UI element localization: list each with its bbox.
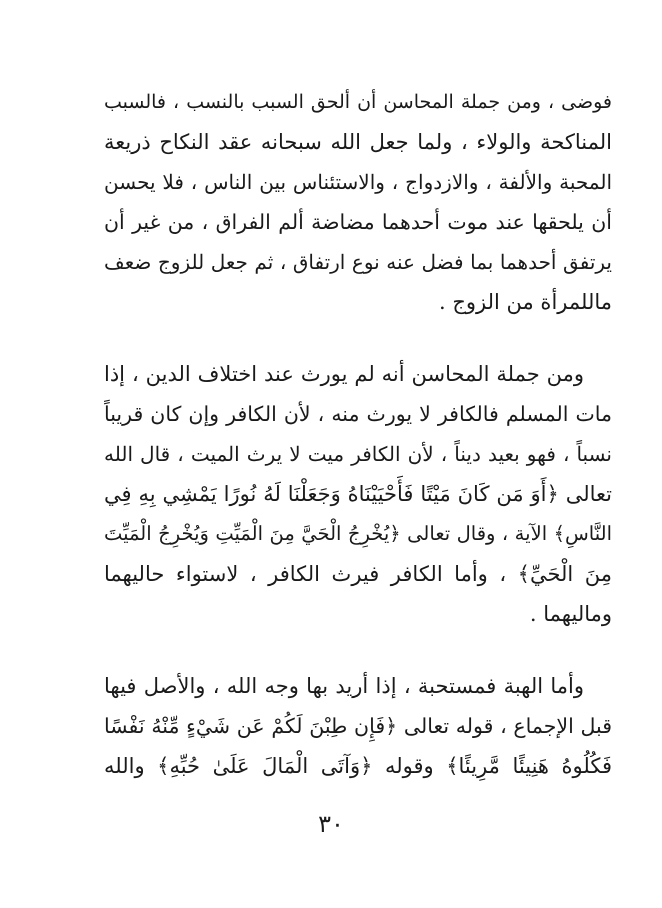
text-line: وماليهما . — [529, 602, 612, 626]
quran-verse-line: النَّاسِ﴾ الآية ، وقال تعالى ﴿يُخْرِجُ الْحَيَّ مِنَ الْمَيِّتِ وَيُخْرِجُ الْمَيِّتَ — [104, 522, 612, 545]
text-line: نسباً ، فهو بعيد ديناً ، لأن الكافر ميت لا يرث الميت ، قال الله — [104, 442, 612, 466]
text-line: ماللمرأة من الزوج . — [438, 290, 612, 314]
paragraph-1 — [104, 82, 612, 322]
paragraph-2 — [104, 354, 612, 634]
quran-verse-line: فَكُلُوهُ هَنِيئًا مَّرِيئًا﴾ وقوله ﴿وَآتَى الْمَالَ عَلَىٰ حُبِّهِ﴾ والله — [104, 754, 612, 778]
page-number: ٣٠ — [318, 810, 344, 838]
quran-verse-line: قبل الإجماع ، قوله تعالى ﴿فَإِن طِبْنَ لَكُمْ عَن شَيْءٍ مِّنْهُ نَفْسًا — [104, 714, 612, 738]
text-line: يرتفق أحدهما بما فضل عنه نوع ارتفاق ، ثم جعل للزوج ضعف — [104, 250, 612, 274]
text-line: المناكحة والولاء ، ولما جعل الله سبحانه عقد النكاح ذريعة — [104, 130, 612, 154]
text-line: المحبة والألفة ، والازدواج ، والاستئناس بين الناس ، فلا يحسن — [104, 170, 612, 194]
text-line: مات المسلم فالكافر لا يورث منه ، لأن الكافر وإن كان قريباً — [104, 402, 612, 426]
text-line: وأما الهبة فمستحبة ، إذا أريد بها وجه الله ، والأصل فيها — [104, 674, 584, 698]
text-line: ومن جملة المحاسن أنه لم يورث عند اختلاف الدين ، إذا — [104, 362, 584, 386]
text-line: أن يلحقها عند موت أحدهما مضاضة ألم الفراق ، من غير أن — [104, 210, 612, 234]
paragraph-3 — [104, 666, 612, 786]
quran-verse-line: مِنَ الْحَيِّ﴾ ، وأما الكافر فيرث الكافر ، لاستواء حاليهما — [104, 562, 612, 586]
quran-verse-line: تعالى ﴿أَوَ مَن كَانَ مَيْتًا فَأَحْيَيْنَاهُ وَجَعَلْنَا لَهُ نُورًا يَمْشِي بِهِ فِي — [104, 482, 612, 506]
text-line: فوضى ، ومن جملة المحاسن أن ألحق السبب بالنسب ، فالسبب — [104, 91, 612, 113]
